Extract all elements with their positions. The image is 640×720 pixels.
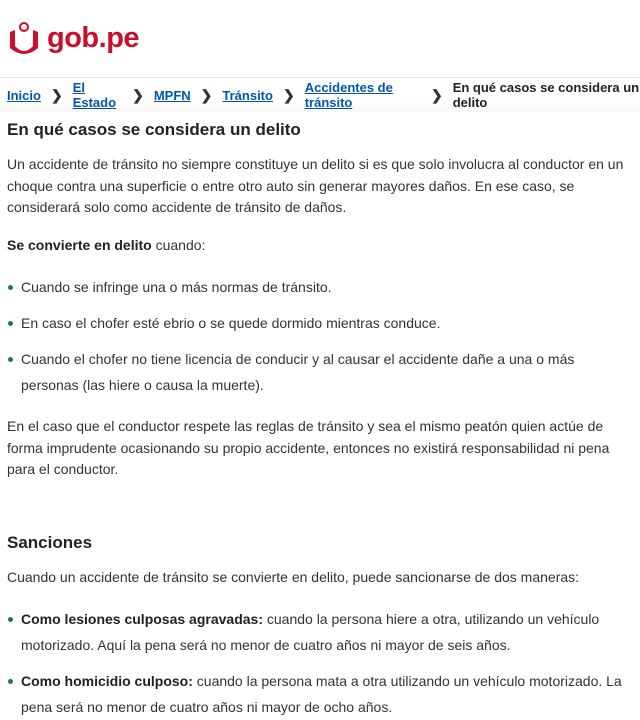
breadcrumb-inicio[interactable]: Inicio <box>7 87 41 103</box>
article <box>0 120 640 720</box>
breadcrumb-current: En qué casos se considera un delito <box>452 80 640 110</box>
chevron-right-icon: ❯ <box>282 86 295 103</box>
chevron-right-icon: ❯ <box>430 86 443 103</box>
delito-lead <box>7 235 633 257</box>
breadcrumb-el-estado[interactable]: El Estado <box>72 80 117 110</box>
chevron-right-icon: ❯ <box>132 86 144 103</box>
chevron-right-icon: ❯ <box>50 86 63 103</box>
item-text: cuando la persona mata a otra utilizando un vehículo motorizado. La pena será no menor de cuatro años ni mayor de ocho años. <box>21 673 622 715</box>
item-text: cuando la persona hiere a otra, utilizando un vehículo motorizado. Aquí la pena será no menor de cuatro años ni mayor de seis años. <box>21 611 600 653</box>
list-item: Cuando el chofer no tiene licencia de conducir y al causar el accidente dañe a una o más personas (las hiere o causa la muerte). <box>7 346 633 398</box>
page-title: En qué casos se considera un delito <box>7 120 301 139</box>
intro-paragraph: Un accidente de tránsito no siempre constituye un delito si es que solo involucra al conductor en un choque contra una superficie o entre otro auto sin generar mayores daños. En ese caso, se considerará solo como accidente de tránsito de daños. <box>7 156 624 215</box>
list-item: En caso el chofer esté ebrio o se quede dormido mientras conduce. <box>7 310 633 336</box>
breadcrumb-transito[interactable]: Tránsito <box>222 87 273 103</box>
peru-coat-of-arms-icon[interactable] <box>7 22 41 56</box>
item-bold: Como lesiones culposas agravadas: <box>21 611 263 627</box>
list-item <box>7 606 633 658</box>
breadcrumb <box>0 78 640 112</box>
list-item: Cuando se infringe una o más normas de tránsito. <box>7 274 633 300</box>
chevron-right-icon: ❯ <box>200 86 213 103</box>
breadcrumb-mpfn[interactable]: MPFN <box>153 87 191 103</box>
site-header <box>0 0 640 78</box>
delito-list <box>7 274 633 398</box>
gob-pe-logo[interactable]: gob.pe <box>47 22 140 54</box>
closing-paragraph: En el caso que el conductor respete las reglas de tránsito y sea el mismo peatón quien actúe de forma imprudente ocasionando su propio accidente, entonces no existirá responsabilidad ni pena para el conductor. <box>7 418 610 477</box>
delito-lead-rest: cuando: <box>151 236 206 253</box>
delito-lead-bold: Se convierte en delito <box>7 236 152 253</box>
sanciones-list <box>7 606 633 720</box>
list-item <box>7 668 633 720</box>
breadcrumb-accidentes[interactable]: Accidentes de tránsito <box>304 80 393 110</box>
sanciones-intro: Cuando un accidente de tránsito se convierte en delito, puede sancionarse de dos maneras: <box>7 568 580 585</box>
item-bold: Como homicidio culposo: <box>21 673 193 689</box>
sanciones-heading: Sanciones <box>7 532 93 552</box>
